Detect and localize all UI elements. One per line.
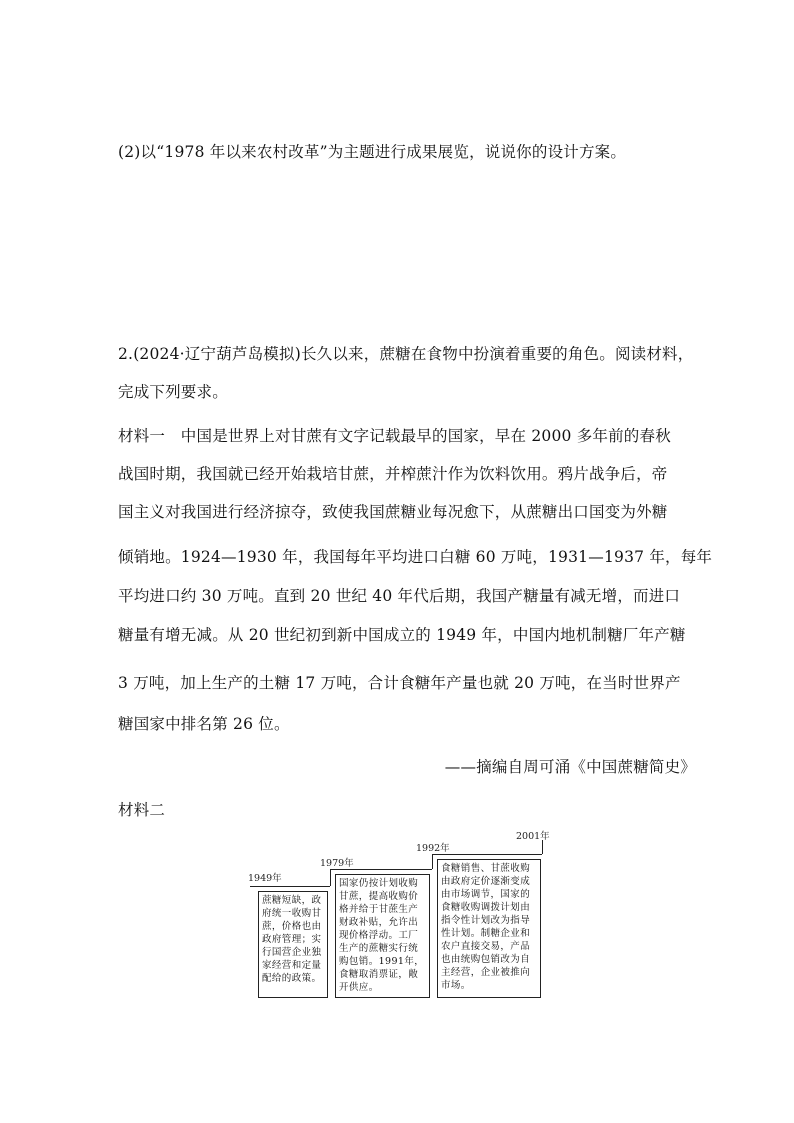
year-label-1949: 1949年 <box>248 873 282 884</box>
question-stem-line-1: 2.(2024·辽宁葫芦岛模拟)长久以来，蔗糖在食物中扮演着重要的角色。阅读材料， <box>118 345 694 363</box>
material1-line-1: 材料一 中国是世界上对甘蔗有文字记载最早的国家，早在 2000 多年前的春秋 <box>118 427 671 445</box>
material1-line-2: 战国时期，我国就已经开始栽培甘蔗，并榨蔗汁作为饮料饮用。鸦片战争后，帝 <box>118 465 668 483</box>
year-label-2001: 2001年 <box>516 831 550 842</box>
timeline-box-1992: 食糖销售、甘蔗收购由政府定价逐渐变成由市场调节，国家的食糖收购调拨计划由指令性计划改为指导性计划。制糖企业和农户直接交易，产品也由统购包销改为自主经营，企业被推向市场。 <box>437 859 541 998</box>
material1-line-3: 国主义对我国进行经济掠夺，致使我国蔗糖业每况愈下，从蔗糖出口国变为外糖 <box>118 503 668 521</box>
material1-line-4: 倾销地。1924—1930 年，我国每年平均进口白糖 60 万吨，1931—1937 年，每年 <box>118 548 713 566</box>
material1-source: ——摘编自周可涌《中国蔗糖简史》 <box>444 758 696 776</box>
material1-line-8: 糖国家中排名第 26 位。 <box>118 715 290 733</box>
year-label-1992: 1992年 <box>416 843 450 854</box>
sub-question-2: (2)以“1978 年以来农村改革”为主题进行成果展览，说说你的设计方案。 <box>118 143 627 161</box>
material1-line-7: 3 万吨，加上生产的土糖 17 万吨，合计食糖年产量也就 20 万吨，在当时世界产 <box>118 674 681 692</box>
material1-line-5: 平均进口约 30 万吨。直到 20 世纪 40 年代后期，我国产糖量有减无增，而进口 <box>118 587 681 605</box>
sugar-policy-timeline <box>240 828 560 1008</box>
material2-label: 材料二 <box>118 801 166 819</box>
timeline-box-1949: 蔗糖短缺，政府统一收购甘蔗，价格也由政府管理；实行国营企业独家经营和定量配给的政策。 <box>258 891 328 998</box>
material1-line-6: 糖量有增无减。从 20 世纪初到新中国成立的 1949 年，中国内地机制糖厂年产糖 <box>118 626 686 644</box>
question-stem-line-2: 完成下列要求。 <box>118 383 228 401</box>
year-label-1979: 1979年 <box>320 858 354 869</box>
timeline-box-1979: 国家仍按计划收购甘蔗，提高收购价格并给于甘蔗生产财政补贴，允许出现价格浮动。工厂生产的蔗糖实行统购包销。1991年，食糖取消票证，敞开供应。 <box>335 874 430 998</box>
